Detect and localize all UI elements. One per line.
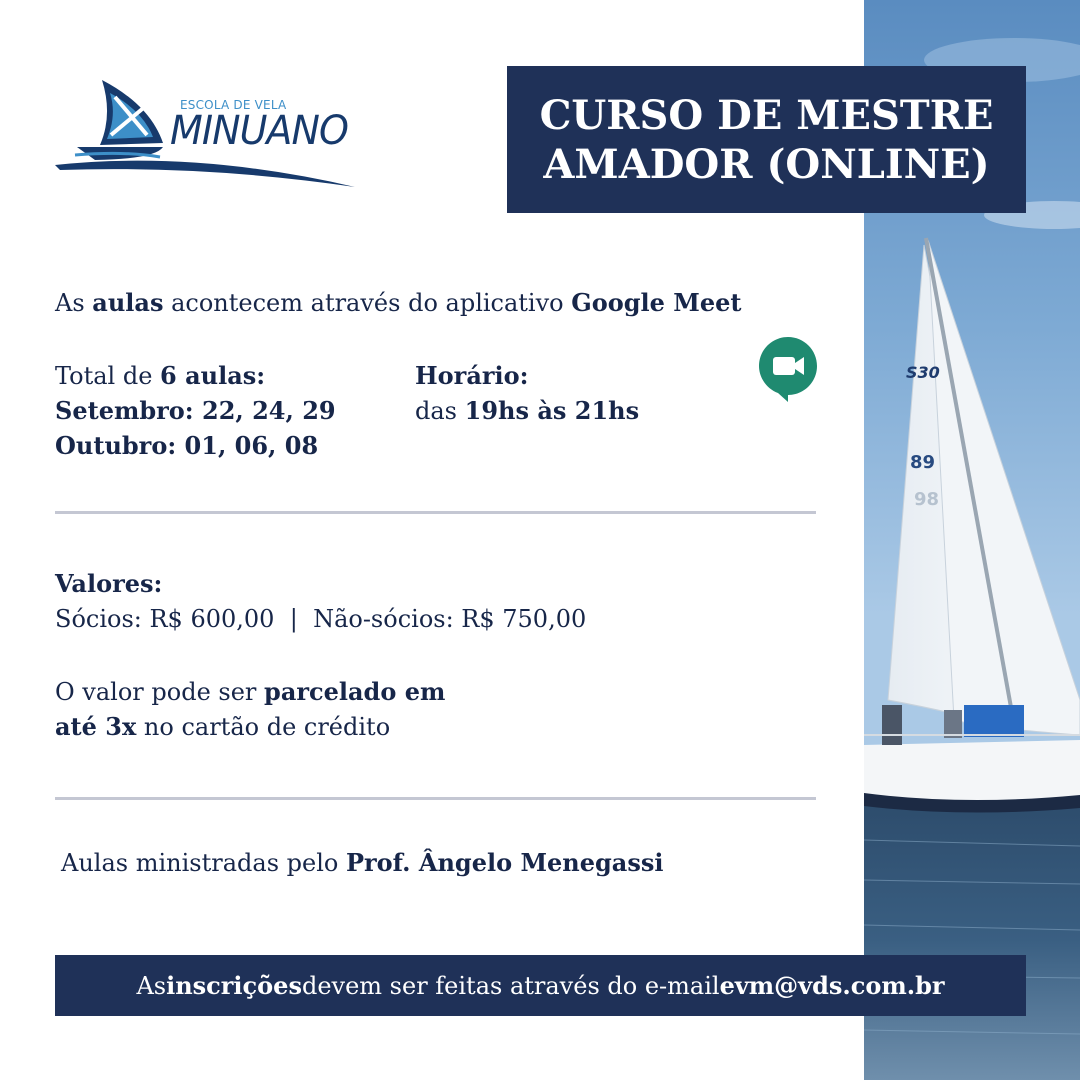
google-meet-icon: [757, 335, 819, 403]
course-title-line-2: AMADOR (ONLINE): [543, 140, 990, 188]
svg-text:S30: S30: [906, 363, 940, 382]
logo-name: MINUANO: [170, 108, 348, 154]
teacher-name: Prof. Ângelo Menegassi: [345, 848, 664, 877]
price-separator: |: [289, 605, 298, 633]
time-label: Horário:: [415, 361, 529, 390]
course-title-line-1: CURSO DE MESTRE: [539, 91, 994, 139]
october-dates: Outubro: 01, 06, 08: [55, 431, 319, 460]
members-price: Sócios: R$ 600,00: [55, 605, 275, 633]
sail-number-faded: 98: [914, 489, 940, 510]
registration-footer: As inscrições devem ser feitas através do e-mail evm@vds.com.br: [55, 955, 1026, 1016]
divider-2: [55, 797, 816, 800]
september-dates: Setembro: 22, 24, 29: [55, 396, 336, 425]
time-value: das 19hs às 21hs: [415, 396, 640, 425]
divider-1: [55, 511, 816, 514]
non-members-price: Não-sócios: R$ 750,00: [313, 605, 587, 633]
contact-email: evm@vds.com.br: [719, 971, 945, 1000]
intro-text: As aulas acontecem através do aplicativo Google Meet: [55, 288, 742, 317]
installments-line-1: O valor pode ser parcelado em: [55, 677, 446, 706]
total-classes: Total de 6 aulas:: [55, 361, 266, 390]
logo-subtitle: ESCOLA DE VELA: [180, 98, 287, 112]
prices-heading: Valores:: [55, 569, 163, 598]
prices-line: [55, 602, 586, 636]
installments-line-2: até 3x no cartão de crédito: [55, 712, 391, 741]
teacher-line: Aulas ministradas pelo Prof. Ângelo Menegassi: [61, 848, 664, 877]
course-title-box: [507, 66, 1026, 213]
sail-number: 89: [910, 452, 936, 473]
